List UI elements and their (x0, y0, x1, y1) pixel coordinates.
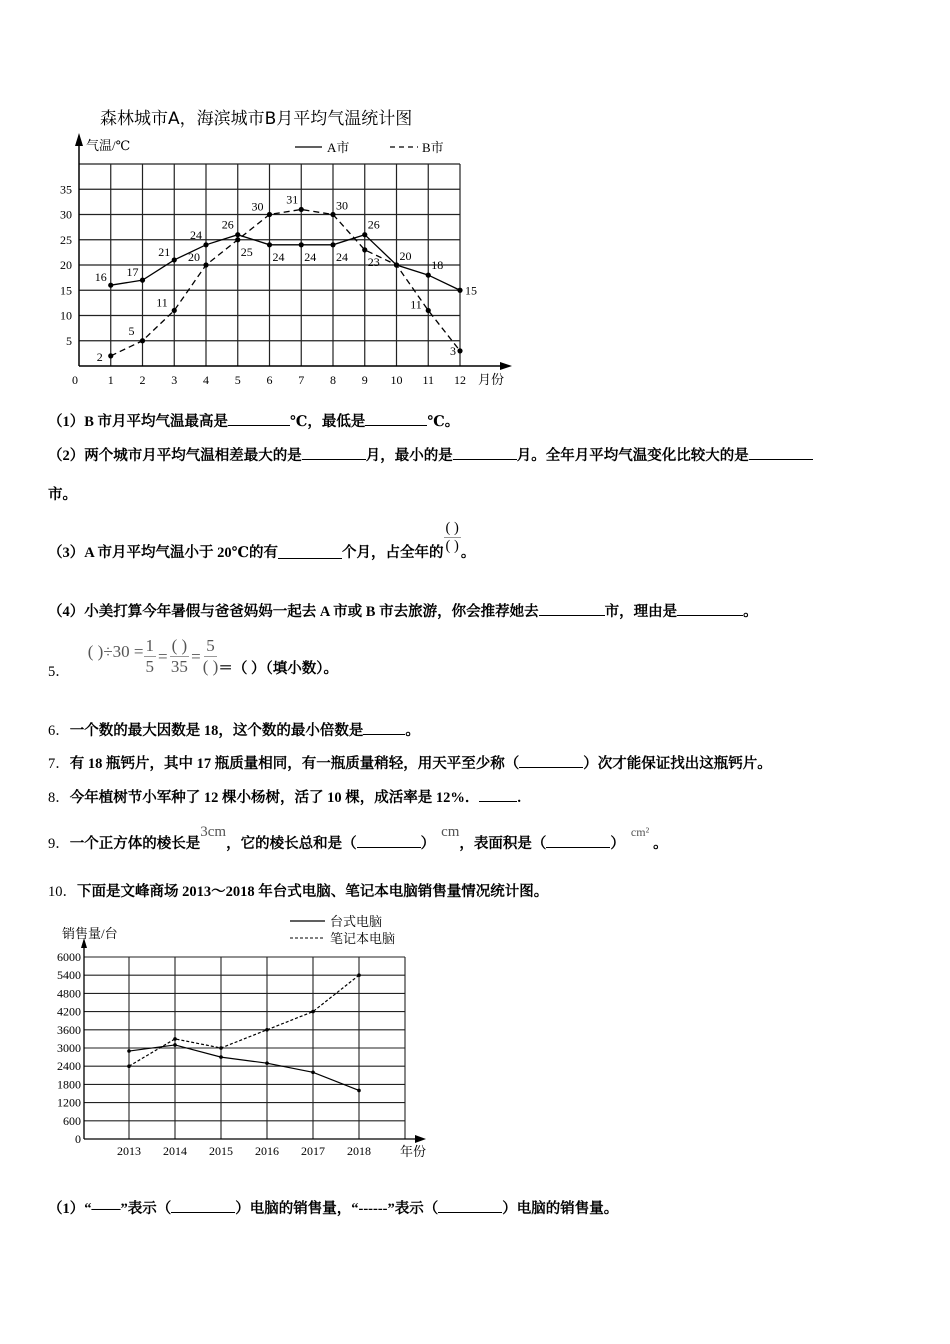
svg-text:30: 30 (251, 199, 264, 214)
answer-blank[interactable] (228, 411, 290, 426)
svg-text:10: 10 (60, 308, 72, 323)
svg-text:2014: 2014 (163, 1144, 187, 1158)
svg-text:26: 26 (367, 217, 380, 232)
answer-blank[interactable] (546, 833, 610, 848)
svg-text:1: 1 (107, 373, 114, 387)
svg-text:6: 6 (266, 373, 273, 387)
svg-text:16: 16 (94, 270, 107, 285)
svg-text:3600: 3600 (57, 1022, 81, 1037)
answer-blank[interactable] (302, 445, 366, 460)
fraction-blank[interactable]: $\frac{( )}{( )}$ (445, 520, 459, 554)
answer-blank[interactable] (677, 601, 743, 616)
svg-text:20: 20 (188, 250, 200, 264)
svg-text:4: 4 (203, 373, 209, 387)
svg-text:7: 7 (298, 373, 305, 387)
svg-text:B市: B市 (422, 140, 444, 155)
svg-text:26: 26 (221, 217, 234, 232)
fraction-1-5: $\frac{1}{5}$ (145, 636, 154, 676)
answer-blank[interactable] (479, 787, 517, 802)
svg-text:2016: 2016 (255, 1144, 279, 1158)
svg-text:5400: 5400 (57, 968, 81, 983)
svg-text:18: 18 (431, 258, 444, 273)
svg-text:年份: 年份 (400, 1144, 427, 1159)
svg-text:35: 35 (60, 182, 72, 197)
svg-text:8: 8 (330, 373, 336, 387)
fraction-5-x[interactable]: $\frac{5}{( )}$ (202, 636, 219, 676)
question-1-2: （2）两个城市月平均气温相差最大的是 月，最小的是 月。全年月平均气温变化比较大的是 (48, 444, 813, 465)
svg-text:9: 9 (361, 373, 368, 387)
question-5: 5． ( ) ÷30 = $\frac{1}{5}$ = $\frac{( )}{35}$ = $\frac{5}{( )}$ ＝（ ）（填小数）。 (48, 636, 338, 680)
svg-text:15: 15 (465, 283, 477, 298)
question-1-3: （3）A 市月平均气温小于 20℃的有 个月，占全年的 $\frac{( )}{( )}$ 。 (48, 520, 476, 561)
svg-text:24: 24 (336, 249, 348, 264)
svg-text:2013: 2013 (117, 1144, 141, 1158)
svg-text:A市: A市 (327, 140, 350, 155)
svg-text:11: 11 (156, 295, 168, 310)
svg-text:3000: 3000 (57, 1041, 81, 1055)
svg-text:10: 10 (390, 373, 403, 387)
svg-text:销售量/台: 销售量/台 (62, 926, 118, 941)
question-6: 6．一个数的最大因数是 18，这个数的最小倍数是 。 (48, 719, 420, 740)
svg-text:2: 2 (96, 349, 103, 364)
svg-text:12: 12 (454, 373, 466, 387)
svg-text:11: 11 (410, 297, 422, 312)
svg-text:24: 24 (272, 249, 285, 264)
svg-text:0: 0 (72, 373, 78, 387)
answer-blank[interactable] (171, 1198, 235, 1213)
answer-blank[interactable] (453, 445, 517, 460)
svg-text:11: 11 (422, 373, 435, 387)
svg-text:2400: 2400 (57, 1059, 81, 1074)
svg-text:31: 31 (286, 192, 299, 207)
svg-text:24: 24 (304, 249, 317, 264)
svg-text:0: 0 (75, 1132, 81, 1146)
answer-blank[interactable] (357, 833, 421, 848)
question-1-1: （1）B 市月平均气温最高是 ℃，最低是 ℃。 (48, 410, 459, 431)
svg-text:台式电脑: 台式电脑 (330, 914, 383, 929)
svg-text:4800: 4800 (57, 986, 81, 1001)
svg-text:1200: 1200 (57, 1095, 81, 1110)
svg-text:4200: 4200 (57, 1004, 81, 1019)
answer-blank[interactable] (363, 720, 405, 735)
svg-text:2015: 2015 (209, 1144, 233, 1158)
svg-text:21: 21 (158, 244, 171, 259)
question-1-4: （4）小美打算今年暑假与爸爸妈妈一起去 A 市或 B 市去旅游，你会推荐她去 市，理由是 。 (48, 600, 758, 621)
svg-text:2018: 2018 (347, 1144, 371, 1158)
svg-text:25: 25 (240, 244, 253, 259)
temperature-chart (0, 0, 950, 400)
svg-text:5: 5 (128, 323, 135, 338)
svg-text:5: 5 (66, 333, 72, 348)
question-9: 9．一个正方体的棱长是3cm，它的棱长总和是（ ）cm，表面积是（ ）$^{cm^2}$。 (48, 824, 668, 852)
svg-text:30: 30 (60, 207, 72, 222)
question-10: 10．下面是文峰商场 2013～2018 年台式电脑、笔记本电脑销售量情况统计图。 (48, 884, 549, 900)
fraction-x-35[interactable]: $\frac{( )}{35}$ (170, 636, 188, 676)
svg-text:1800: 1800 (57, 1077, 81, 1092)
svg-text:2: 2 (139, 373, 146, 387)
answer-blank[interactable] (539, 601, 605, 616)
answer-blank[interactable] (749, 445, 813, 460)
svg-text:月份: 月份 (478, 372, 505, 387)
svg-text:3: 3 (171, 373, 178, 387)
svg-text:15: 15 (60, 283, 72, 298)
svg-text:6000: 6000 (57, 950, 81, 964)
svg-text:17: 17 (126, 265, 139, 280)
chart1-title: 森林城市A，海滨城市B月平均气温统计图 (100, 109, 413, 129)
svg-text:20: 20 (399, 249, 412, 263)
svg-text:20: 20 (60, 258, 72, 272)
answer-blank[interactable] (438, 1198, 502, 1213)
svg-text:600: 600 (63, 1113, 81, 1128)
sales-chart (0, 900, 950, 1170)
question-8: 8．今年植树节小军种了 12 棵小杨树，活了 10 棵，成活率是 12%． . (48, 786, 521, 807)
answer-blank[interactable] (278, 544, 342, 559)
question-7: 7．有 18 瓶钙片，其中 17 瓶质量相同，有一瓶质量稍轻，用天平至少称（ ）次才能保证找出这瓶钙片。 (48, 752, 772, 773)
svg-text:3: 3 (450, 343, 456, 358)
svg-text:气温/℃: 气温/℃ (86, 138, 131, 153)
svg-text:5: 5 (234, 373, 241, 387)
svg-text:30: 30 (336, 198, 348, 213)
answer-blank[interactable] (519, 753, 583, 768)
svg-text:25: 25 (60, 232, 72, 247)
svg-text:23: 23 (367, 254, 380, 269)
svg-text:24: 24 (190, 227, 202, 242)
question-10-1: （1）“——”表示（ ）电脑的销售量，“------”表示（ ）电脑的销售量。 (48, 1197, 618, 1218)
svg-text:笔记本电脑: 笔记本电脑 (330, 931, 396, 946)
answer-blank[interactable] (365, 411, 427, 426)
question-1-2-cont: 市。 (48, 487, 77, 503)
svg-text:2017: 2017 (301, 1144, 325, 1158)
